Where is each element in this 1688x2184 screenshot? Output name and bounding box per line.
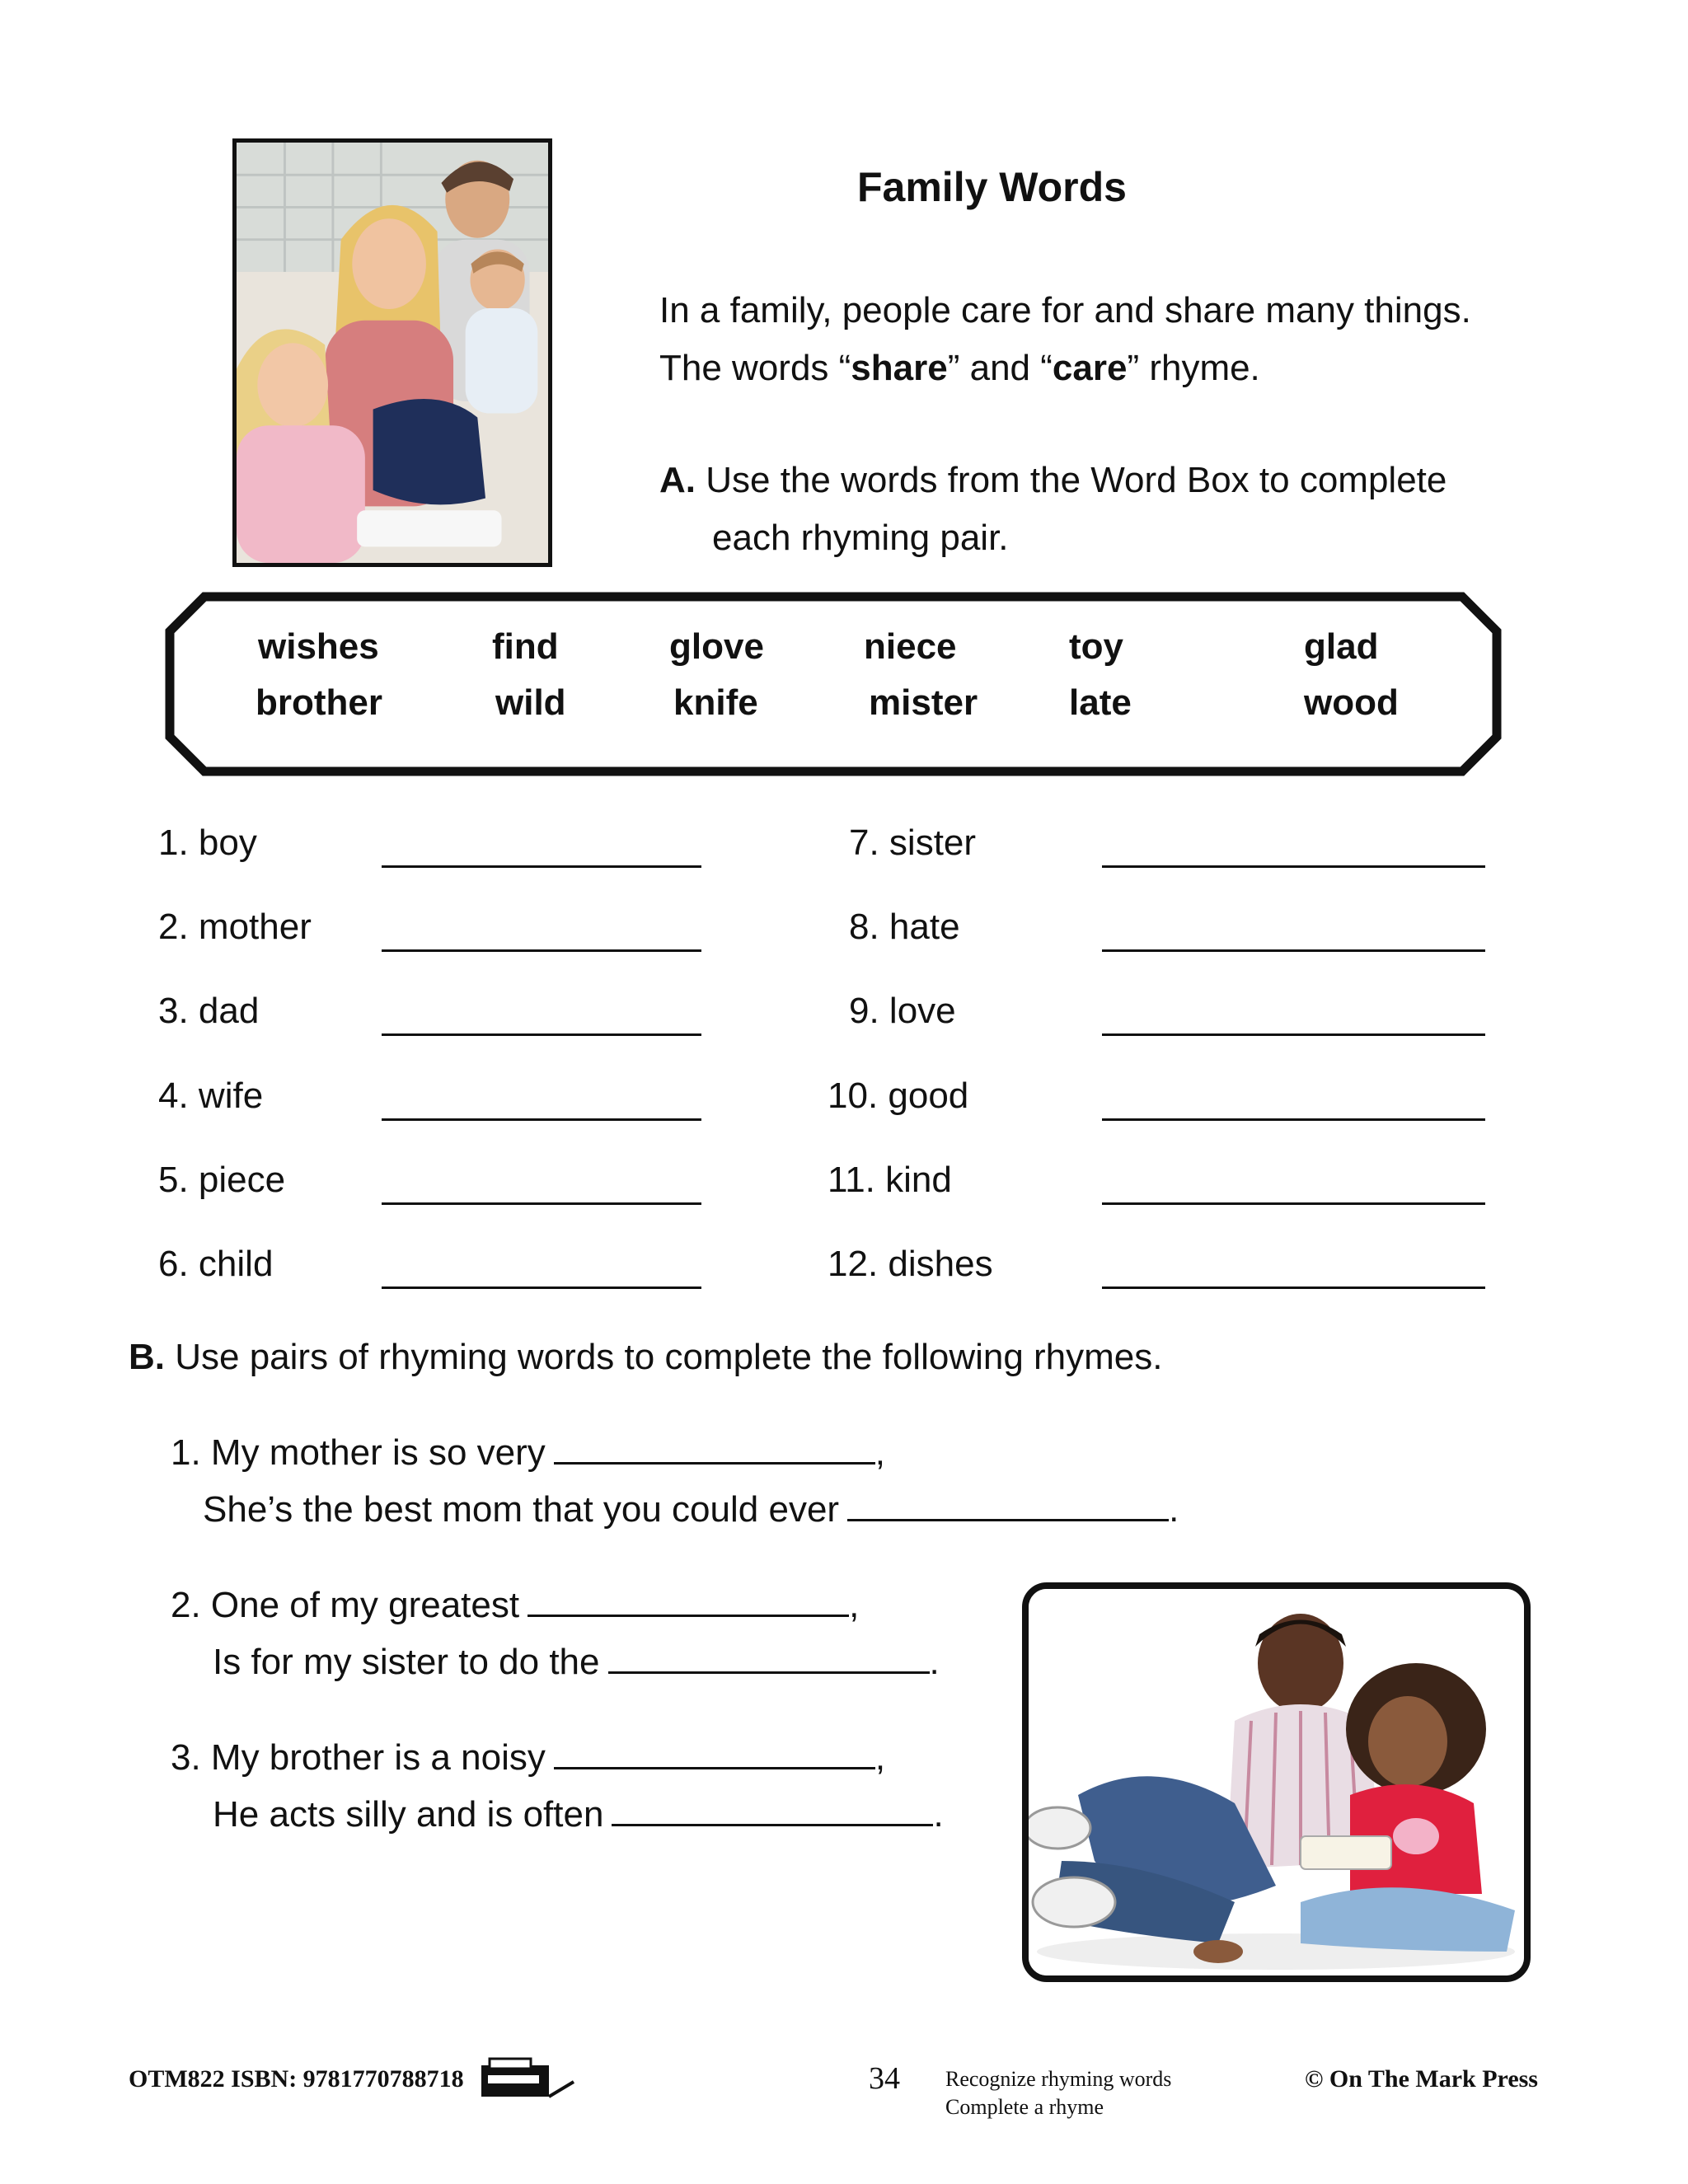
footer-skill-1: Recognize rhyming words [945, 2067, 1172, 2091]
rhyme-2-blank-2[interactable] [608, 1638, 930, 1674]
word-wood: wood [1304, 682, 1399, 723]
word-glad: glad [1304, 626, 1379, 667]
footer-copyright: © On The Mark Press [1305, 2065, 1538, 2093]
exercise-item-10: 10. good [828, 1076, 969, 1116]
word-glove: glove [669, 626, 764, 667]
answer-blank-5[interactable] [382, 1202, 701, 1205]
word-mister: mister [869, 682, 978, 723]
rhyme-1-blank-2[interactable] [847, 1486, 1169, 1521]
section-a-label: A. [659, 460, 696, 500]
section-a-line-1: Use the words from the Word Box to complete [706, 460, 1447, 500]
answer-blank-8[interactable] [1102, 949, 1485, 952]
rhyme-3-blank-2[interactable] [612, 1791, 933, 1826]
rhyme-2-line-1: 2. One of my greatest , [171, 1582, 859, 1626]
exercise-item-6: 6. child [158, 1244, 274, 1284]
section-b-instructions [129, 1337, 1163, 1378]
intro-line-1: In a family, people care for and share many things. [659, 290, 1471, 330]
rhyme-1-line-2: She’s the best mom that you could ever . [203, 1486, 1179, 1530]
father-daughter-photo [1022, 1582, 1531, 1982]
exercise-item-8: 8. hate [849, 907, 960, 947]
printer-logo-icon [478, 2057, 577, 2100]
rhyme-1-line-1: 1. My mother is so very , [171, 1429, 885, 1474]
answer-blank-1[interactable] [382, 865, 701, 868]
intro-line-2: The words “share” and “care” rhyme. [659, 348, 1260, 388]
answer-blank-12[interactable] [1102, 1286, 1485, 1289]
exercise-item-9: 9. love [849, 991, 956, 1031]
answer-blank-10[interactable] [1102, 1118, 1485, 1121]
family-laundry-photo [232, 138, 552, 567]
word-wishes: wishes [258, 626, 379, 667]
rhyme-1-blank-1[interactable] [554, 1429, 875, 1465]
footer-skill-2: Complete a rhyme [945, 2095, 1104, 2119]
word-brother: brother [256, 682, 382, 723]
page-title: Family Words [857, 164, 1127, 210]
exercise-item-5: 5. piece [158, 1160, 286, 1200]
word-toy: toy [1069, 626, 1123, 667]
word-niece: niece [864, 626, 957, 667]
keyword-care: care [1052, 348, 1128, 388]
footer-product-code: OTM822 ISBN: 9781770788718 [129, 2065, 464, 2093]
rhyme-3-blank-1[interactable] [554, 1734, 875, 1769]
exercise-item-12: 12. dishes [828, 1244, 993, 1284]
rhyme-2-line-2: Is for my sister to do the . [213, 1638, 940, 1683]
answer-blank-6[interactable] [382, 1286, 701, 1289]
exercise-item-11: 11. kind [828, 1160, 952, 1200]
answer-blank-2[interactable] [382, 949, 701, 952]
rhyme-2-blank-1[interactable] [528, 1582, 849, 1617]
exercise-item-3: 3. dad [158, 991, 260, 1031]
exercise-item-2: 2. mother [158, 907, 312, 947]
answer-blank-7[interactable] [1102, 865, 1485, 868]
section-b-text: Use pairs of rhyming words to complete the following rhymes. [175, 1337, 1163, 1377]
section-b-label: B. [129, 1337, 165, 1377]
answer-blank-11[interactable] [1102, 1202, 1485, 1205]
section-a-line-2: each rhyming pair. [712, 518, 1009, 558]
answer-blank-3[interactable] [382, 1033, 701, 1036]
intro-text [659, 282, 1471, 397]
word-wild: wild [495, 682, 566, 723]
answer-blank-4[interactable] [382, 1118, 701, 1121]
footer-skills [945, 2065, 1171, 2121]
exercise-item-4: 4. wife [158, 1076, 264, 1116]
word-knife: knife [673, 682, 758, 723]
exercise-item-7: 7. sister [849, 823, 977, 863]
word-find: find [492, 626, 559, 667]
rhyme-3-line-1: 3. My brother is a noisy , [171, 1734, 885, 1779]
keyword-share: share [851, 348, 948, 388]
exercise-item-1: 1. boy [158, 823, 257, 863]
answer-blank-9[interactable] [1102, 1033, 1485, 1036]
page-number: 34 [869, 2061, 900, 2096]
rhyme-3-line-2: He acts silly and is often . [213, 1791, 944, 1835]
word-late: late [1069, 682, 1132, 723]
section-a-instructions [659, 452, 1447, 567]
